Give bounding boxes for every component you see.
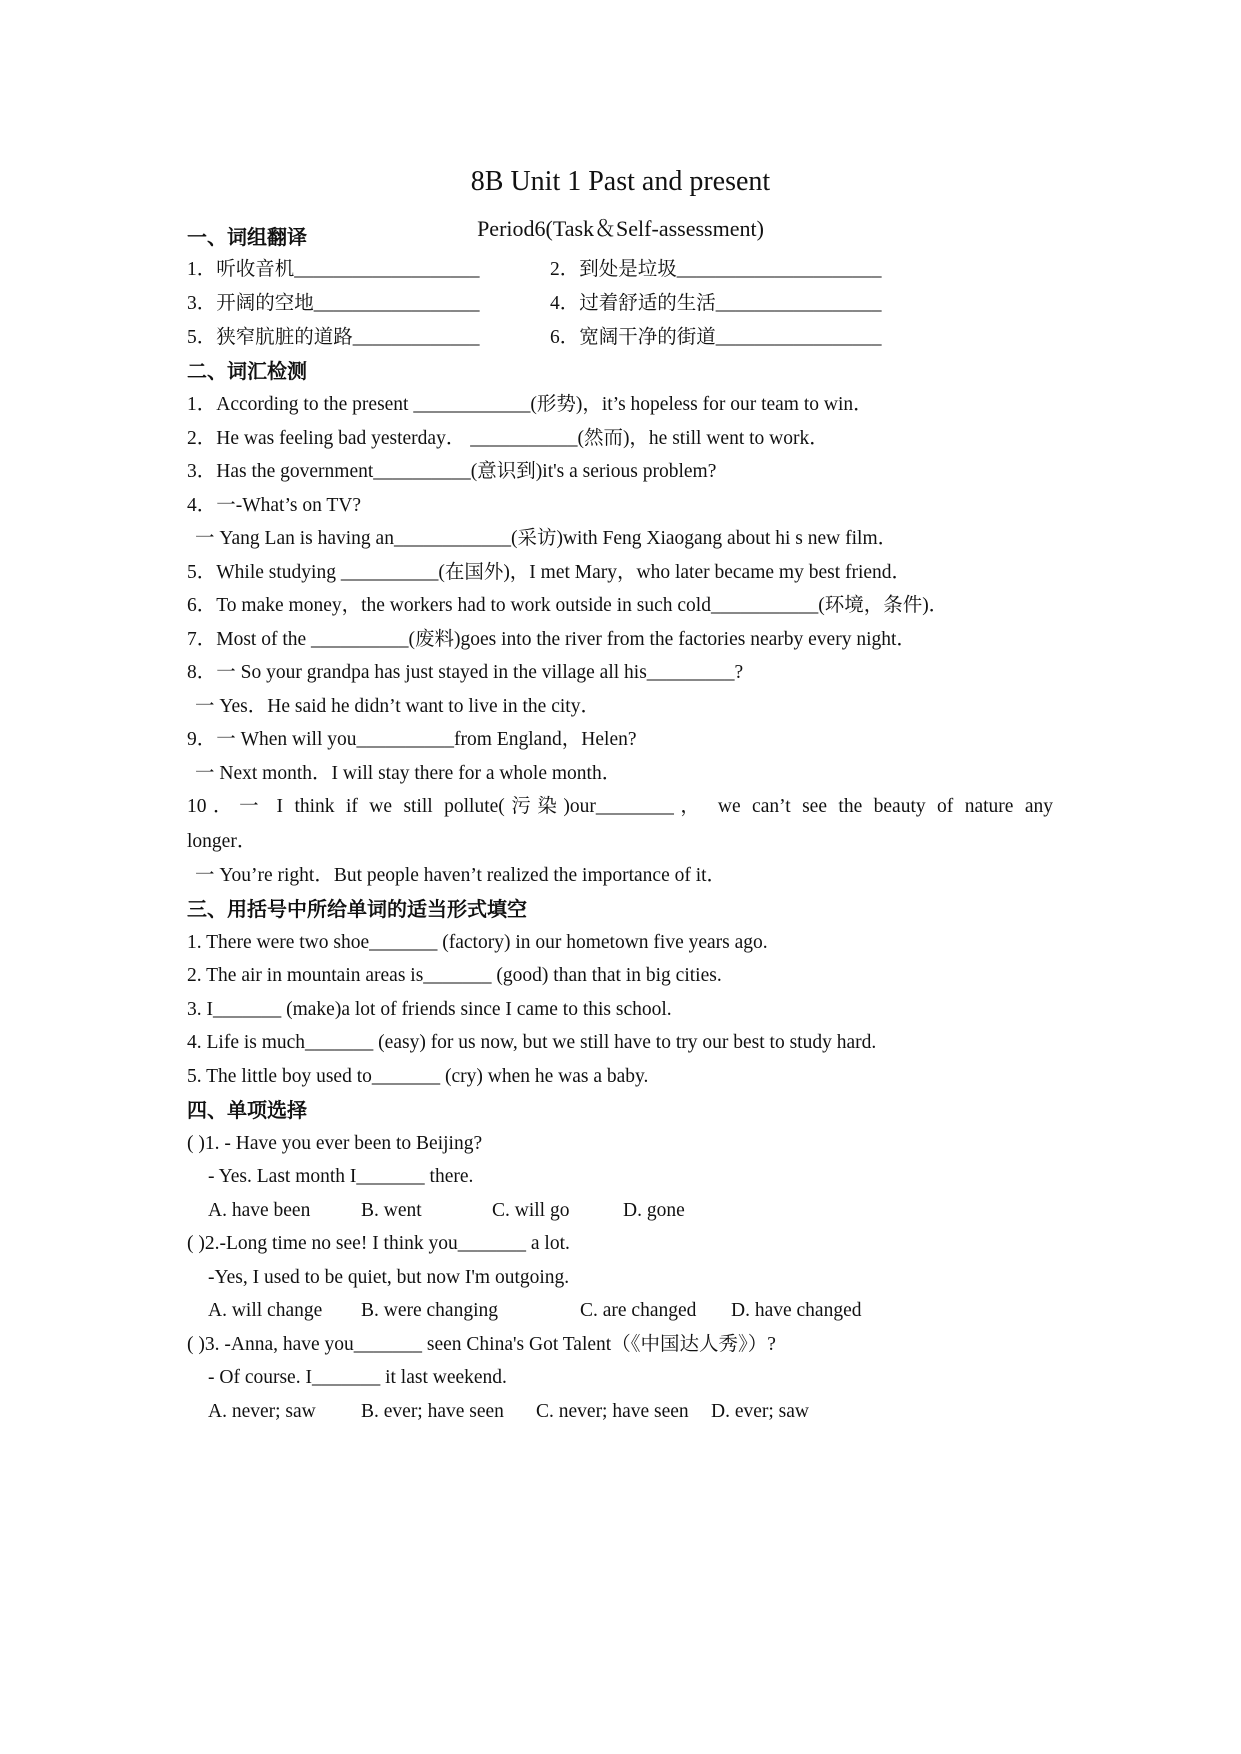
vocab-item: 8．一 So your grandpa has just stayed in the village all his_________? [187, 662, 744, 683]
fill-item: 3. I_______ (make)a lot of friends since I came to this school. [187, 999, 672, 1020]
mc-question-line: -Yes, I used to be quiet, but now I'm outgoing. [208, 1267, 570, 1288]
phrase-item: 6．宽阔干净的街道_________________ [550, 327, 882, 348]
phrase-item: 3．开阔的空地_________________ [187, 293, 480, 314]
vocab-item: 1．According to the present ____________(形势)，it’s hopeless for our team to win． [187, 394, 873, 415]
mc-option: D. ever; saw [711, 1401, 810, 1422]
fill-item: 5. The little boy used to_______ (cry) when he was a baby. [187, 1066, 649, 1087]
mc-question: ( )2.-Long time no see! I think you_______ a lot. [187, 1233, 570, 1254]
fill-item: 1. There were two shoe_______ (factory) in our hometown five years ago. [187, 932, 768, 953]
vocab-item: longer． [187, 831, 257, 852]
phrase-item: 1．听收音机___________________ [187, 259, 480, 280]
vocab-item: 5．While studying __________(在国外)，I met Mary，who later became my best friend． [187, 562, 912, 583]
section-heading-vocabulary: 二、词汇检测 [187, 359, 307, 383]
mc-option: A. will change [208, 1300, 323, 1321]
phrase-item: 2．到处是垃圾_____________________ [550, 259, 882, 280]
mc-option: D. gone [623, 1200, 685, 1221]
mc-option: C. never; have seen [536, 1401, 689, 1422]
mc-option: C. are changed [580, 1300, 697, 1321]
vocab-item: 7．Most of the __________(废料)goes into the river from the factories nearby every night． [187, 629, 916, 650]
phrase-item: 4．过着舒适的生活_________________ [550, 293, 882, 314]
vocab-item: 3．Has the government__________(意识到)it's a serious problem? [187, 461, 717, 482]
mc-option: A. never; saw [208, 1401, 316, 1422]
page-title: 8B Unit 1 Past and present [470, 166, 771, 197]
mc-question-line: - Of course. I_______ it last weekend. [208, 1367, 507, 1388]
phrase-item: 5．狭窄肮脏的道路_____________ [187, 327, 480, 348]
mc-option: B. ever; have seen [361, 1401, 504, 1422]
mc-option: A. have been [208, 1200, 311, 1221]
mc-option: B. were changing [361, 1300, 498, 1321]
fill-item: 2. The air in mountain areas is_______ (good) than that in big cities. [187, 965, 722, 986]
vocab-item: 9．一 When will you__________from England，Helen? [187, 729, 637, 750]
section-heading-word-forms: 三、用括号中所给单词的适当形式填空 [187, 897, 527, 921]
mc-question-line: - Yes. Last month I_______ there. [208, 1166, 474, 1187]
mc-question: ( )3. -Anna, have you_______ seen China's Got Talent（《中国达人秀》）? [187, 1334, 776, 1355]
vocab-item: 2．He was feeling bad yesterday． ___________(然而)，he still went to work． [187, 428, 829, 449]
mc-option: B. went [361, 1200, 422, 1221]
fill-item: 4. Life is much_______ (easy) for us now, but we still have to try our best to study hard. [187, 1032, 877, 1053]
mc-question: ( )1. - Have you ever been to Beijing? [187, 1133, 483, 1154]
vocab-item: 一 Yes．He said he didn’t want to live in the city． [195, 696, 600, 717]
mc-option: D. have changed [731, 1300, 862, 1321]
vocab-item: 10．一 I think if we still pollute(污染)our________， we can’t see the beauty of nature any [187, 796, 1053, 817]
page-subtitle: Period6(Task＆Self-assessment) [477, 216, 764, 241]
vocab-item: 4．一-What’s on TV? [187, 495, 362, 516]
section-heading-multiple-choice: 四、单项选择 [187, 1098, 307, 1122]
section-heading-phrase-translation: 一、词组翻译 [187, 225, 307, 249]
vocab-item: 6．To make money，the workers had to work outside in such cold___________(环境，条件)． [187, 595, 949, 616]
vocab-item: 一 You’re right．But people haven’t realized the importance of it． [195, 865, 727, 886]
vocab-item: 一 Next month．I will stay there for a whole month． [195, 763, 622, 784]
mc-option: C. will go [492, 1200, 570, 1221]
vocab-item: 一 Yang Lan is having an____________(采访)with Feng Xiaogang about hi s new film． [195, 528, 898, 549]
